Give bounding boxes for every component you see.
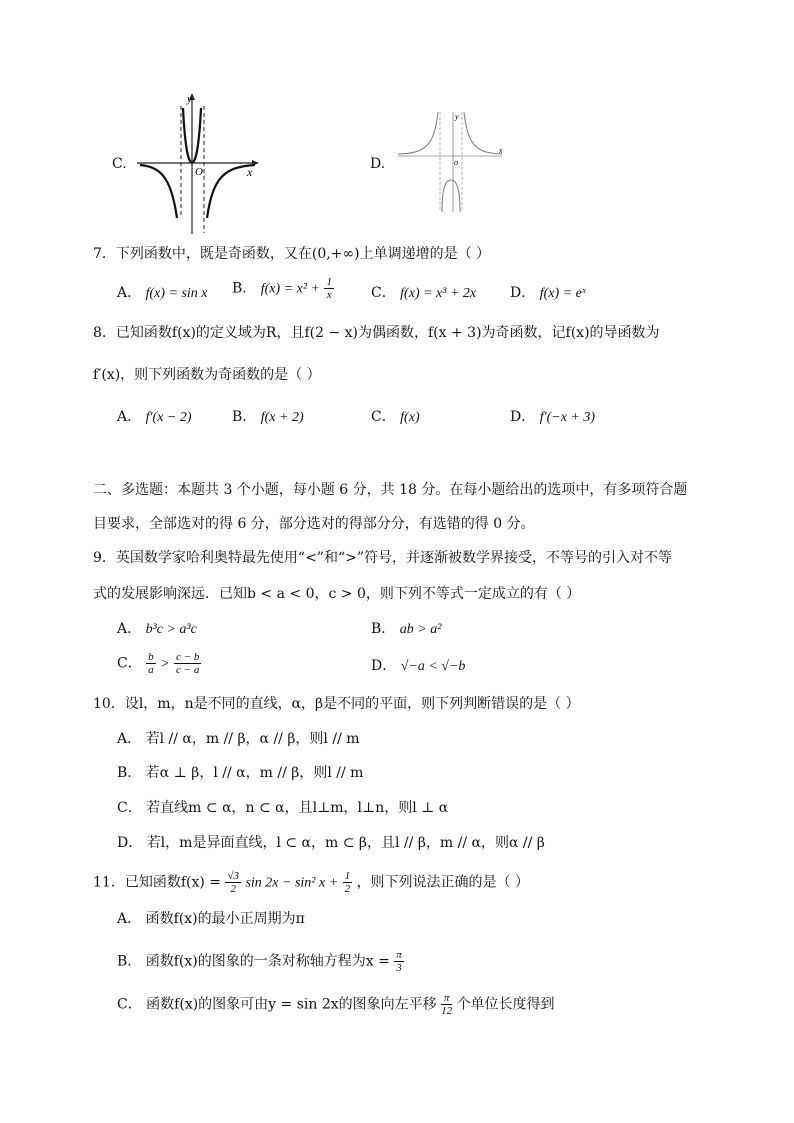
q8-option-a xyxy=(117,407,192,428)
q7-stem: 7．下列函数中，既是奇函数，又在(0,+∞)上单调递增的是（ ） xyxy=(93,246,491,262)
graph-c-y-label: y xyxy=(187,93,192,105)
q9-option-c-frac1-num: b xyxy=(148,651,154,663)
q8-option-b-label: B． xyxy=(232,409,257,425)
q11-stem-prefix: 11．已知函数f(x) = xyxy=(93,874,221,891)
q7-option-b-fraction xyxy=(324,276,334,301)
q10-option-a-text: 若l // α，m // β，α // β，则l // m xyxy=(145,731,360,747)
q10-stem: 10．设l，m，n是不同的直线，α，β是不同的平面，则下列判断错误的是（ ） xyxy=(93,696,580,712)
q11-option-b-frac-den: 3 xyxy=(396,962,402,974)
q11-frac1-den: 2 xyxy=(230,883,236,895)
q11-option-b-text: 函数f(x)的图象的一条对称轴方程为x = xyxy=(145,953,390,970)
q10-option-d xyxy=(117,833,545,853)
section-2-heading-line2: 目要求，全部选对的得 6 分，部分选对的得部分分，有选错的得 0 分。 xyxy=(93,516,535,532)
q7-option-b-frac-num: 1 xyxy=(326,276,332,288)
q9-option-d xyxy=(371,656,465,677)
q7-option-b-frac-den: x xyxy=(326,289,332,301)
q7-option-c xyxy=(371,283,476,304)
q10-option-c-label: C． xyxy=(117,800,142,816)
q11-stem-middle: sin 2x − sin² x + xyxy=(245,875,339,891)
q8-option-c-label: C． xyxy=(371,409,396,425)
q11-option-a xyxy=(117,909,305,929)
q11-option-c-label: C． xyxy=(117,996,142,1013)
q9-option-b-label: B． xyxy=(371,621,396,637)
q11-option-c xyxy=(117,992,555,1017)
q8-option-c xyxy=(371,407,420,428)
q9-option-c-frac2-den: c − a xyxy=(176,664,200,676)
q11-option-a-text: 函数f(x)的最小正周期为π xyxy=(145,911,305,927)
q7-option-d-text: f(x) = eˣ xyxy=(539,286,586,301)
q9-option-a-text: b³c > a³c xyxy=(145,622,197,637)
q9-stem-line1: 9．英国数学家哈利奥特最先使用“<”和“>”符号，并逐渐被数学界接受，不等号的引入对不等 xyxy=(93,550,672,566)
q9-option-a xyxy=(117,619,197,640)
q8-option-d xyxy=(510,407,595,428)
q9-option-b-text: ab > a² xyxy=(399,622,442,637)
q11-frac2-num: 1 xyxy=(344,870,351,882)
q7-option-b xyxy=(232,276,334,301)
graph-d xyxy=(396,108,508,216)
q8-option-b xyxy=(232,407,304,428)
q11-option-a-label: A． xyxy=(117,911,142,927)
q7-option-d xyxy=(510,283,586,304)
q11-stem xyxy=(93,870,529,895)
q10-option-b xyxy=(117,763,363,783)
q8-option-d-label: D． xyxy=(510,409,536,425)
q7-option-a-label: A． xyxy=(117,285,142,301)
q11-frac1-num: √3 xyxy=(227,870,239,882)
q9-option-d-text: √−a < √−b xyxy=(400,659,466,674)
q7-option-d-label: D． xyxy=(510,285,536,301)
q11-option-c-text-post: 个单位长度得到 xyxy=(456,996,555,1013)
q8-option-a-label: A． xyxy=(117,409,142,425)
q11-frac2-den: 2 xyxy=(344,883,351,895)
graph-d-y-label: y xyxy=(455,112,459,121)
q11-stem-fraction-2 xyxy=(343,870,353,895)
q11-option-c-frac-num: π xyxy=(441,992,452,1005)
q9-option-c-label: C． xyxy=(117,655,142,672)
q9-option-c-frac1-den: a xyxy=(148,664,154,676)
graph-c-x-label: x xyxy=(247,165,253,179)
q7-option-c-text: f(x) = x³ + 2x xyxy=(400,286,477,301)
q7-option-b-text: f(x) = x² + xyxy=(260,281,320,297)
graph-c-origin-label: O xyxy=(195,166,203,178)
q9-option-a-label: A． xyxy=(117,621,142,637)
q7-option-a-text: f(x) = sin x xyxy=(145,286,208,301)
q10-option-b-label: B． xyxy=(117,765,142,781)
q9-option-d-label: D． xyxy=(371,658,397,674)
q11-option-c-fraction xyxy=(441,992,452,1017)
q7-option-a xyxy=(117,283,208,304)
graph-c xyxy=(135,88,265,236)
q11-option-b-label: B． xyxy=(117,953,142,970)
q7-option-c-label: C． xyxy=(371,285,396,301)
q9-option-b xyxy=(371,619,441,640)
section-2-heading-line1: 二、多选题：本题共 3 个小题，每小题 6 分，共 18 分。在每小题给出的选项中，有多项符合题 xyxy=(93,482,688,498)
q8-option-d-text: f′(−x + 3) xyxy=(539,410,596,425)
q9-option-c-frac2-num: c − b xyxy=(176,651,200,663)
graph-d-x-label: x xyxy=(499,146,503,155)
q10-option-a-label: A． xyxy=(117,731,142,747)
q8-option-a-text: f′(x − 2) xyxy=(145,410,192,425)
q8-option-b-text: f(x + 2) xyxy=(260,410,304,425)
q9-option-c-fraction-1 xyxy=(146,651,156,676)
q11-option-c-frac-den: 12 xyxy=(441,1005,453,1017)
q11-stem-fraction-1 xyxy=(225,870,241,895)
q11-option-b-fraction xyxy=(394,949,404,974)
q11-option-b-frac-num: π xyxy=(396,949,402,961)
q10-option-d-text: 若l，m是异面直线，l ⊂ α，m ⊂ β，且l // β，m // α，则α // β xyxy=(146,835,545,851)
option-c-label: C. xyxy=(112,156,127,172)
q10-option-c-text: 若直线m ⊂ α，n ⊂ α，且l⊥m，l⊥n，则l ⊥ α xyxy=(146,800,449,816)
q10-option-d-label: D． xyxy=(117,835,143,851)
q8-stem-line2: f′(x)，则下列函数为奇函数的是（ ） xyxy=(93,367,321,383)
q9-option-c xyxy=(117,651,201,676)
q8-option-c-text: f(x) xyxy=(400,410,420,425)
option-d-label: D. xyxy=(370,156,386,172)
q10-option-a xyxy=(117,729,360,749)
q9-option-c-fraction-2 xyxy=(174,651,201,676)
q9-stem-line2: 式的发展影响深远．已知b < a < 0，c > 0，则下列不等式一定成立的有（ ） xyxy=(93,586,581,602)
q11-stem-suffix: ，则下列说法正确的是（ ） xyxy=(356,874,530,891)
q8-stem-line1: 8．已知函数f(x)的定义域为R，且f(2 − x)为偶函数，f(x + 3)为奇函数，记f(x)的导函数为 xyxy=(93,325,660,341)
graph-d-origin-label: o xyxy=(454,158,458,167)
q7-option-b-label: B． xyxy=(232,280,257,297)
q10-option-b-text: 若α ⊥ β，l // α，m // β，则l // m xyxy=(145,765,364,781)
q11-option-b xyxy=(117,949,404,974)
q9-option-c-operator: > xyxy=(160,656,170,672)
q11-option-c-text-pre: 函数f(x)的图象可由y = sin 2x的图象向左平移 xyxy=(146,996,437,1013)
q10-option-c xyxy=(117,798,448,818)
